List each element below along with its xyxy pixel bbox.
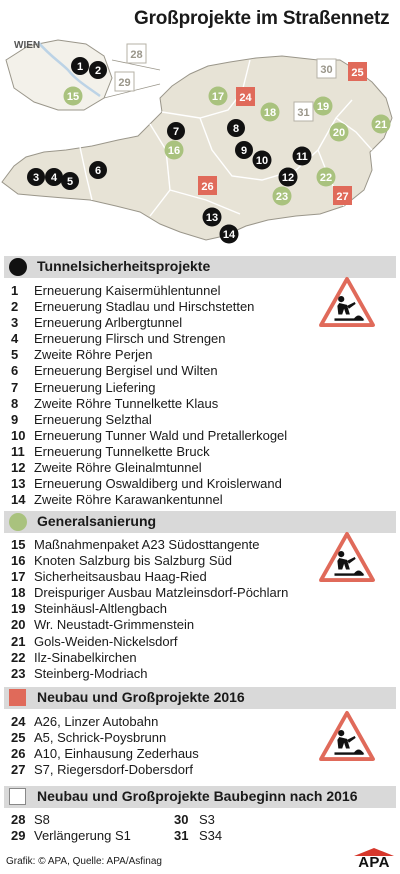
item-text: Erneuerung Tunner Wald und Pretallerkogel (34, 427, 288, 443)
item-text: Zweite Röhre Karawankentunnel (34, 492, 223, 508)
svg-text:7: 7 (172, 126, 180, 138)
item-text: Ilz-Sinabelkirchen (34, 649, 137, 665)
list-item (0, 634, 310, 650)
list-item (0, 492, 310, 508)
list-item (0, 762, 310, 778)
tunnel-list (0, 283, 310, 508)
svg-text:11: 11 (296, 151, 308, 163)
map-marker-26 (198, 176, 217, 195)
map-marker-29 (115, 72, 134, 91)
item-text: Steinberg-Modriach (34, 665, 148, 681)
item-number: 8 (11, 395, 19, 411)
map-marker-7 (167, 122, 185, 140)
item-text: Maßnahmenpaket A23 Südosttangente (34, 537, 260, 552)
map-marker-10 (253, 151, 272, 170)
item-text: Erneuerung Selzthal (34, 411, 152, 427)
svg-text:2: 2 (94, 65, 102, 77)
section-label: Neubau und Großprojekte Baubeginn nach 2016 (37, 788, 358, 804)
list-item (0, 730, 310, 746)
map-marker-13 (203, 208, 222, 227)
map-marker-18 (261, 103, 280, 122)
item-number: 9 (11, 411, 19, 427)
svg-text:16: 16 (167, 145, 181, 157)
general-list (0, 537, 310, 682)
list-item (0, 617, 310, 633)
page-title: Großprojekte im Straßennetz (134, 8, 390, 29)
black-circle-icon (9, 258, 27, 276)
road-works-sign-icon (318, 710, 376, 762)
list-item (0, 650, 310, 666)
item-text: Verlängerung S1 (34, 828, 131, 844)
item-number: 15 (11, 537, 26, 552)
section-header-general (4, 511, 396, 533)
item-text: A5, Schrick-Poysbrunn (34, 730, 167, 746)
list-item (0, 746, 310, 762)
item-text: Erneuerung Flirsch und Strengen (34, 331, 226, 347)
apa-logo-text: APA (358, 854, 390, 871)
section-header-new-2016 (4, 687, 396, 709)
item-number: 26 (11, 746, 26, 762)
list-item (0, 812, 400, 828)
list-item (0, 714, 310, 730)
map-marker-15 (64, 87, 83, 106)
svg-text:27: 27 (336, 191, 349, 203)
item-number: 2 (11, 299, 19, 315)
list-item (0, 283, 310, 299)
item-number: 22 (11, 649, 26, 665)
svg-text:1: 1 (76, 61, 84, 73)
item-number: 3 (11, 315, 19, 331)
map-marker-17 (209, 87, 228, 106)
item-text: A10, Einhausung Zederhaus (34, 746, 199, 762)
item-number: 30 (174, 812, 189, 827)
list-item (0, 585, 310, 601)
item-text: S7, Riegersdorf-Dobersdorf (34, 762, 193, 778)
item-number: 29 (11, 828, 26, 844)
item-number: 7 (11, 379, 19, 395)
road-works-sign-icon (318, 531, 376, 583)
item-text: Erneuerung Oswaldiberg und Kroislerwand (34, 476, 282, 492)
item-number: 19 (11, 601, 26, 617)
red-square-icon (9, 689, 26, 706)
item-number: 23 (11, 665, 26, 681)
svg-text:17: 17 (211, 91, 225, 103)
item-text: S8 (34, 812, 50, 827)
austria-map (0, 0, 400, 250)
item-text: A26, Linzer Autobahn (34, 714, 159, 729)
item-text: Steinhäusl-Altlengbach (34, 601, 167, 617)
svg-text:23: 23 (275, 191, 289, 203)
item-number: 5 (11, 347, 19, 363)
svg-text:22: 22 (319, 172, 333, 184)
item-number: 27 (11, 762, 26, 778)
item-text: S34 (199, 828, 223, 844)
list-item (0, 299, 310, 315)
item-text: Zweite Röhre Perjen (34, 347, 153, 363)
list-item (0, 828, 400, 844)
svg-text:21: 21 (374, 119, 388, 131)
svg-text:20: 20 (332, 127, 346, 139)
map-marker-30 (317, 59, 336, 78)
svg-text:29: 29 (118, 77, 131, 89)
map-marker-6 (89, 161, 107, 179)
road-works-sign-icon (318, 276, 376, 328)
green-circle-icon (9, 513, 27, 531)
item-number: 16 (11, 553, 26, 569)
section-label: Neubau und Großprojekte 2016 (37, 689, 245, 705)
section-label: Generalsanierung (37, 513, 157, 529)
map-marker-12 (279, 168, 298, 187)
apa-logo (354, 848, 394, 870)
item-number: 4 (11, 331, 19, 347)
svg-text:19: 19 (316, 101, 330, 113)
footer-credit: Grafik: © APA, Quelle: APA/Asfinag (6, 856, 162, 867)
svg-text:15: 15 (66, 91, 80, 103)
list-item (0, 444, 310, 460)
svg-text:14: 14 (222, 229, 236, 241)
item-text: S3 (199, 812, 215, 827)
list-item (0, 601, 310, 617)
list-item (0, 331, 310, 347)
svg-text:8: 8 (232, 123, 240, 135)
map-marker-27 (333, 186, 352, 205)
svg-text:26: 26 (201, 181, 214, 193)
item-text: Knoten Salzburg bis Salzburg Süd (34, 553, 233, 569)
item-number: 10 (11, 427, 26, 443)
map-marker-1 (71, 57, 89, 75)
item-number: 14 (11, 492, 26, 508)
svg-text:6: 6 (94, 165, 102, 177)
item-number: 28 (11, 812, 26, 827)
new-2016-list (0, 714, 310, 778)
item-number: 24 (11, 714, 26, 729)
svg-text:25: 25 (351, 67, 364, 79)
map-marker-20 (330, 123, 349, 142)
svg-text:31: 31 (297, 107, 310, 119)
item-text: Erneuerung Liefering (34, 379, 156, 395)
map-marker-25 (348, 62, 367, 81)
item-number: 12 (11, 460, 26, 476)
item-number: 18 (11, 585, 26, 601)
svg-text:9: 9 (240, 145, 248, 157)
item-text: Gols-Weiden-Nickelsdorf (34, 633, 178, 649)
new-after-2016-list-col2 (0, 812, 400, 844)
svg-text:10: 10 (255, 155, 269, 167)
svg-text:12: 12 (281, 172, 295, 184)
list-item (0, 396, 310, 412)
item-number: 1 (11, 283, 19, 298)
list-item (0, 428, 310, 444)
item-text: Erneuerung Bergisel und Wilten (34, 363, 218, 379)
item-text: Zweite Röhre Gleinalmtunnel (34, 460, 202, 476)
item-text: Dreispuriger Ausbau Matzleinsdorf-Pöchlarn (34, 585, 289, 601)
item-number: 31 (174, 828, 189, 844)
list-item (0, 666, 310, 682)
item-text: Erneuerung Tunnelkette Bruck (34, 443, 210, 459)
map-marker-2 (89, 61, 107, 79)
item-text: Wr. Neustadt-Grimmenstein (34, 617, 195, 633)
item-text: Zweite Röhre Tunnelkette Klaus (34, 395, 219, 411)
list-item (0, 460, 310, 476)
map-marker-21 (372, 115, 391, 134)
svg-text:18: 18 (263, 107, 277, 119)
item-text: Erneuerung Arlbergtunnel (34, 315, 183, 331)
city-label-wien: WIEN (14, 40, 41, 51)
list-item (0, 553, 310, 569)
map-marker-14 (220, 225, 239, 244)
svg-text:3: 3 (32, 172, 40, 184)
map-marker-3 (27, 168, 45, 186)
svg-text:24: 24 (239, 92, 252, 104)
item-number: 11 (11, 443, 25, 459)
map-marker-24 (236, 87, 255, 106)
white-square-icon (9, 788, 26, 805)
item-number: 13 (11, 476, 26, 492)
svg-text:28: 28 (130, 49, 143, 61)
list-item (0, 537, 310, 553)
item-number: 17 (11, 569, 26, 585)
map-marker-16 (165, 141, 184, 160)
section-header-tunnel (4, 256, 396, 278)
list-item (0, 380, 310, 396)
list-item (0, 363, 310, 379)
section-header-new-after-2016 (4, 786, 396, 808)
map-marker-8 (227, 119, 245, 137)
map-marker-28 (127, 44, 146, 63)
map-marker-11 (293, 147, 312, 166)
list-item (0, 569, 310, 585)
item-number: 6 (11, 363, 19, 379)
list-item (0, 315, 310, 331)
svg-text:30: 30 (320, 64, 333, 76)
item-number: 20 (11, 617, 26, 633)
map-marker-5 (61, 172, 79, 190)
list-item (0, 476, 310, 492)
map-marker-4 (45, 168, 63, 186)
svg-text:5: 5 (66, 176, 74, 188)
map-marker-9 (235, 141, 253, 159)
svg-text:4: 4 (50, 172, 58, 184)
map-marker-22 (317, 168, 336, 187)
item-number: 21 (11, 633, 26, 649)
section-label: Tunnelsicherheitsprojekte (37, 258, 211, 274)
item-text: Sicherheitsausbau Haag-Ried (34, 569, 207, 585)
item-number: 25 (11, 730, 26, 746)
item-text: Erneuerung Kaisermühlentunnel (34, 283, 221, 298)
item-text: Erneuerung Stadlau und Hirschstetten (34, 299, 255, 315)
list-item (0, 412, 310, 428)
svg-text:13: 13 (205, 212, 219, 224)
map-marker-23 (273, 187, 292, 206)
map-marker-19 (314, 97, 333, 116)
list-item (0, 347, 310, 363)
map-marker-31 (294, 102, 313, 121)
